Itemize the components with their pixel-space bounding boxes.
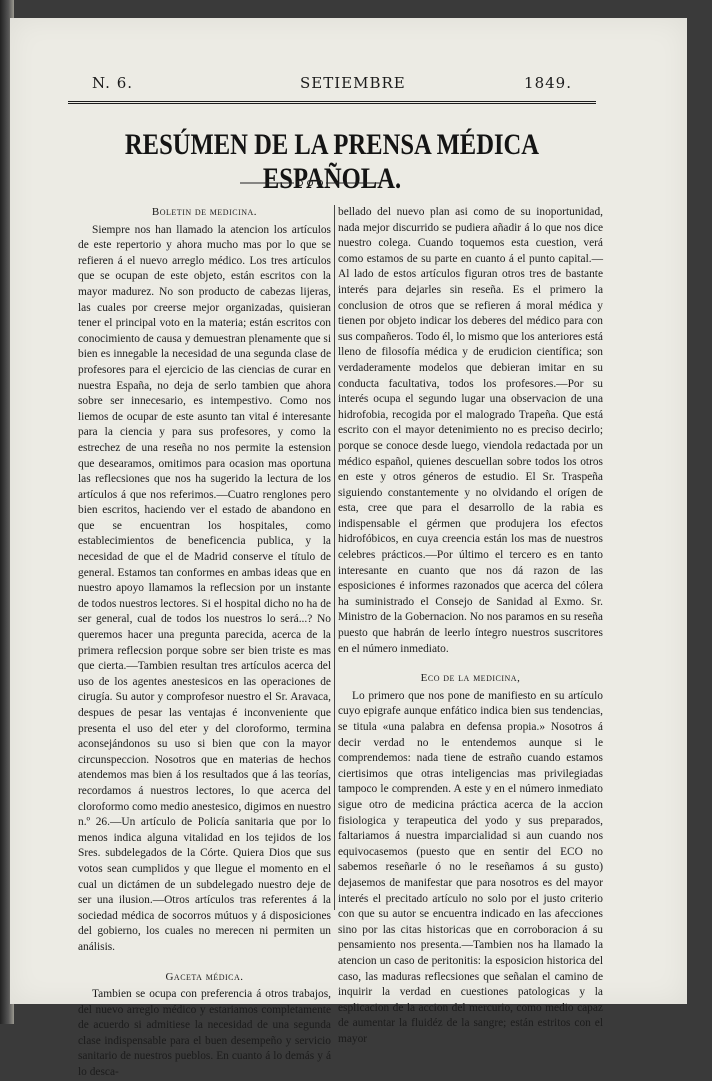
section-text-gaceta-continued: bellado del nuevo plan asi como de su inoportunidad, nada mejor discurrido se pudiera añadir á lo que nos dice nuestro colega. Cuando toquemos esta cuestion, verá como estamos de su parte en cuanto á el punto capital.— Al lado de estos artículos figuran otros tres de bastante interés para dejarles sin reseña. Es el primero la conclusion de otros que se refieren á moral médica y tienen por objeto indicar los deberes del médico para con sus compañeros. Todo él, lo mismo que los anteriores está lleno de filosofía médica y de erudicion científica; son verdaderamente modelos que debieran imitar en su conducta facultativa, todos los profesores.—Por su interés ocupa el segundo lugar una observacion de una hidrofobia, recogida por el malogrado Trapeña. Que está escrito con el mayor detenimiento no es preciso decirlo; porque se conoce desde luego, viendola redactada por un médico español, quienes descuellan sobre todos los otros en este y otros géneros de estudio. El Sr. Traspeña siguiendo constantemente y no olvidando el orígen de esta, cree que para el desarrollo de la rabia es indispensable el gérmen que produjera los efectos hidrofóbicos, en cuya creencia están los mas de nuestros celebres prácticos.—Por último el tercero es en tanto interesante en cuanto que nos dá razon de las esposiciones é informes razonados que acerca del cólera ha suministrado el Consejo de Sanidad al Exmo. Sr. Ministro de la Gobernacion. No nos paramos en su reseña puesto que habrán de leerlo íntegro nuestros suscritores en el número inmediato.	[338, 206, 603, 655]
section-title-gaceta: Gaceta médica.	[165, 970, 244, 983]
section-text-eco: Lo primero que nos pone de manifiesto en su artículo cuyo epigrafe aunque enfático indica bien sus tendencias, se titula «una palabra en defensa propia.» Nosotros á decir verdad no le entendemos aunque si le comprendemos: nada tiene de estraño cuando estamos ciertisimos que otras inteligencias mas privilegiadas tampoco le comprenden. A este y en el número inmediato sigue otro de medicina práctica acerca de la accion fisiologica y terapeutica del yodo y sus preparados, faltariamos á nuestra imparcialidad si aun cuando nos equivocasemos (puesto que en sentir del ECO no sabemos reseñarle ó no le reseñamos á su gusto) dejasemos de manifestar que para nosotros es del mayor interés el precitado artículo no solo por el justo criterio con que su autor se encuentra indicado en las afecciones sino por las citas historicas que en corroboracion á su pensamiento nos presenta.—Tambien nos ha llamado la atencion un caso de peritonitis: la esposicion historica del caso, las maduras reflecsiones que señalan el camino de inquirir la verdad en cuestiones patologicas y la esplicacion de la accion del mercurio, como medio capaz de aumentar la fluidéz de la sangre; están estritos con el mayor	[338, 689, 603, 1045]
section-boletin	[78, 205, 331, 956]
issue-number: N. 6.	[92, 74, 134, 92]
section-text-gaceta: Tambien se ocupa con preferencia á otros trabajos, del nuevo arreglo médico y estariamos completamente de acuerdo si admitiese la necesidad de una segunda clase indispensable para el buen desempeño y servicio sanitario de nuestros pueblos. En cuanto á lo demás y á lo desca-	[78, 988, 331, 1079]
issue-month: SETIEMBRE	[300, 74, 406, 92]
section-gaceta	[78, 970, 331, 1081]
section-eco	[338, 671, 603, 1047]
masthead-header	[92, 74, 572, 96]
section-title-eco: Eco de la medicina,	[420, 672, 521, 685]
section-title-boletin: Boletin de medicina.	[151, 206, 258, 218]
page-title: RESÚMEN DE LA PRENSA MÉDICA ESPAÑOLA.	[124, 128, 540, 195]
right-column	[338, 205, 603, 1047]
issue-year: 1849.	[524, 74, 572, 92]
column-divider	[334, 205, 335, 910]
header-rule	[68, 101, 596, 104]
left-column	[78, 205, 331, 1081]
section-text-boletin: Siempre nos han llamado la atencion los artículos de este repertorio y ahora mucho mas por lo que se refieren á el nuevo arreglo médico. Los tres artículos que se ocupan de este objeto, están escritos con la mayor madurez. No son producto de cabezas lijeras, las cuales por creerse mejor organizadas, quisieran tener el principal voto en la materia; están escritos con conocimiento de causa y demuestran plenamente que si bien es innegable la necesidad de una segunda clase de profesores para el ejercicio de las ciencias de curar en nuestra España, no deja de serlo tambien que ahora sobre ser innecesario, es intempestivo. Como nos liemos de ocupar de este asunto tan vital é interesante para la ciencia y para sus profesores, y como la estrechez de una reseña no nos permite la estension que desearamos, omitimos para ocasion mas oportuna las reflecsiones que nos ha sugerido la lectura de los artículos á que nos referimos.—Cuatro renglones pero bien escritos, haciendo ver el estado de abandono en que se encuentran los hospitales, como establecimientos de beneficencia publica, y la necesidad de que el de Madrid conserve el título de general. Estamos tan conformes en ambas ideas que en nuestro apoyo llamamos la reflecsion por un instante de todos nuestros lectores. Si el hospital dicho no ha de ser general, cual de todos los nuestros lo será...? No queremos hacer una pregunta parecida, acerca de la primera reflecsion porque sobre ser bien triste es mas que cierta.—Tambien resultan tres artículos acerca del uso de los agentes anestesicos en las operaciones de cirugía. Su autor y comprofesor nuestro el Sr. Aravaca, despues de pesar las ventajas é inconveniente que presenta el uso del eter y del cloroformo, termina aconsejándonos su uso si bien que con la mayor circunspeccion. Nosotros que en materias de hechos atendemos mas bien á los resultados que á las teorías, recordamos á nuestros lectores, lo que acerca del cloroformo como medio anestesico, digimos en nuestro n.º 26.—Un artículo de Policía sanitaria que por lo menos indica alguna vitalidad en los tejidos de los Sres. subdelegados de la Córte. Quiera Dios que sus votos sean cumplidos y que llegue el momento en el cual un dictámen de un subdelegado nuestro deje de ser una ilusion.—Otros artículos tras referentes á la sociedad médica de socorros mútuos y á disposiciones del gobierno, los cuales no merecen ni permiten un análisis.	[78, 223, 331, 953]
ornament-divider	[240, 178, 380, 188]
